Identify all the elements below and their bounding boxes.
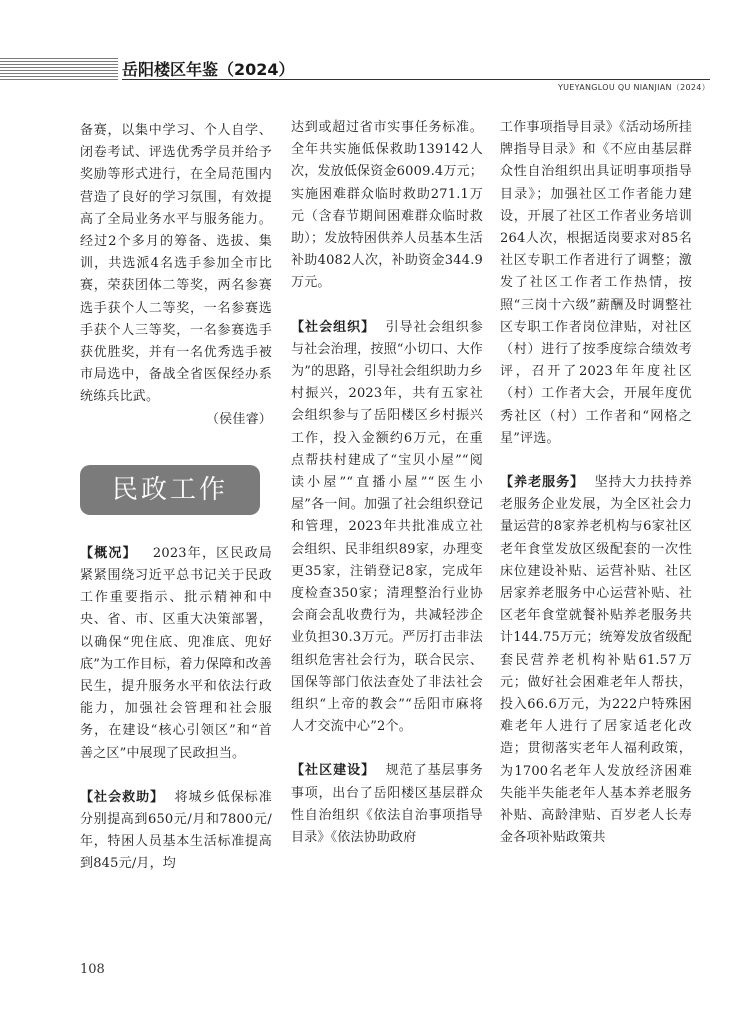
header-rule: [122, 79, 710, 80]
paragraph-overview: [80, 543, 272, 765]
section-heading-text: 民政工作: [111, 474, 228, 505]
column-3: [500, 117, 692, 850]
column-1: [80, 120, 272, 876]
social-organizations-tag: 【社会组织】: [291, 319, 376, 335]
paragraph-assistance-continued: 达到或超过省市实事任务标准。全年共实施低保救助139142人次，发放低保资金6009.4万元；实施困难群众临时救助271.1万元（含春节期间困难群众临时救助）；发放特困供养人员基本生活补助4082人次，补助资金344.9万元。: [291, 120, 483, 291]
paragraph-training: 备赛，以集中学习、个人自学、闭卷考试、评选优秀学员并给予奖励等形式进行，在全局范围内营造了良好的学习氛围，有效提高了全局业务水平与服务能力。经过2个多月的筹备、选拔、集训，共选派4名选手参加全市比赛，荣获团体二等奖，两名参赛选手获个人二等奖，一名参赛选手获个人三等奖，一名参赛选手获优胜奖，并有一名优秀选手被市局选中，备战全省医保经办系统练兵比武。: [80, 123, 272, 405]
elderly-services-text: 坚持大力扶持养老服务企业发展，为全区社会力量运营的8家养老机构与6家社区老年食堂发放区级配套的一次性床位建设补贴、运营补贴、社区居家养老服务中心运营补贴、社区老年食堂就餐补贴养老服务共计144.75万元；统筹发放省级配套民营养老机构补贴61.57万元；做好社会困难老年人帮扶，投入66.6万元，为222户特殊困难老年人进行了居家适老化改造；贯彻落实老年人福利政策，为1700名老年人发放经济困难失能半失能老年人基本养老服务补贴、高龄津贴、百岁老人长寿金各项补贴政策共: [500, 475, 693, 846]
section-heading: [80, 465, 260, 515]
paragraph-community-continued: 工作事项指导目录》《活动场所挂牌指导目录》和《不应由基层群众性自治组织出具证明事项指导目录》；加强社区工作者能力建设，开展了社区工作者业务培训264人次，根据适岗要求对85名社区专职工作者进行了调整；激发了社区工作者工作热情，按照“三岗十六级”薪酬及时调整社区专职工作者岗位津贴，对社区（村）进行了按季度综合绩效考评，召开了2023年年度社区（村）工作者大会，开展年度优秀社区（村）工作者和“网格之星”评选。: [500, 120, 692, 446]
header-decoration: [0, 58, 118, 82]
author-byline: （侯佳睿）: [205, 411, 272, 427]
paragraph-social-organizations: [291, 317, 483, 739]
page-number: 108: [80, 962, 105, 977]
community-building-tag: 【社区建设】: [291, 763, 376, 779]
community-building-text: 规范了基层事务事项，出台了岳阳楼区基层群众性自治组织《依法自治事项指导目录》《依法协助政府: [291, 763, 484, 846]
elderly-services-tag: 【养老服务】: [500, 475, 585, 491]
social-organizations-text: 引导社会组织参与社会治理，按照“小切口、大作为”的思路，引导社会组织助力乡村振兴，2023年，共有五家社会组织参与了岳阳楼区乡村振兴工作，投入金额约6万元，在重点帮扶村建成了“宝贝小屋”“阅读小屋”“直播小屋”“医生小屋”各一间。加强了社会组织登记和管理，2023年共批准成立社会组织、民非组织89家，办理变更35家，注销登记8家，完成年度检查350家；清理整治行业协会商会乱收费行为，共减轻涉企业负担30.3万元。严厉打击非法组织危害社会行为，联合民宗、国保等部门依法查处了非法社会组织“上帝的教会”“岳阳市麻将人才交流中心”2个。: [291, 319, 484, 735]
overview-text: 2023年，区民政局紧紧围绕习近平总书记关于民政工作重要指示、批示精神和中央、省、市、区重大决策部署，以确保“兜住底、兜准底、兜好底”为工作目标，着力保障和改善民生，提升服务水平和依法行政能力，加强社会管理和社会服务，在建设“核心引领区”和“首善之区”中展现了民政担当。: [80, 545, 273, 761]
overview-tag: 【概况】: [80, 545, 137, 561]
running-header-title: 岳阳楼区年鉴（2024）: [122, 60, 295, 79]
paragraph-elderly-services: [500, 472, 692, 849]
social-assistance-text: 将城乡低保标准分别提高到650元/月和7800元/年，特困人员基本生活标准提高到845元/月，均: [80, 789, 273, 872]
paragraph-community-building: [291, 760, 483, 849]
column-2: [291, 117, 483, 849]
social-assistance-tag: 【社会救助】: [80, 789, 165, 805]
paragraph-social-assistance: [80, 787, 272, 876]
running-header-subtitle: YUEYANGLOU QU NIANJIAN（2024）: [557, 83, 710, 92]
